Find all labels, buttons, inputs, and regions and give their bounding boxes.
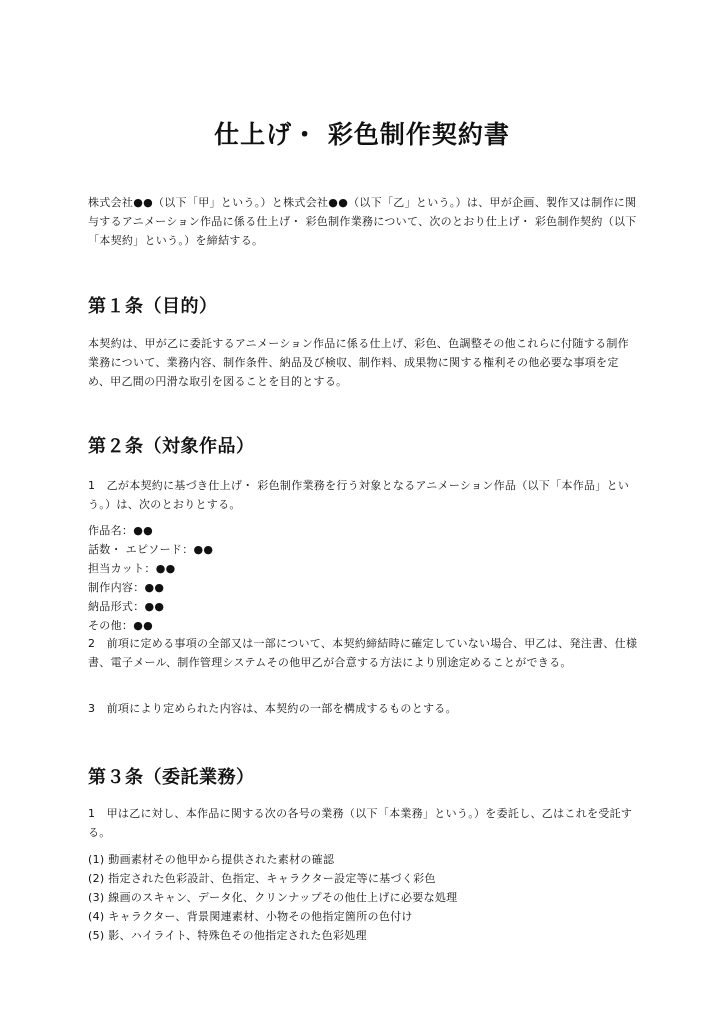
article-2-clause-1-text: 1 乙が本契約に基づき仕上げ・ 彩色制作業務を行う対象となるアニメーション作品（以下「本作品」という。）は、次のとおりとする。 xyxy=(88,479,630,511)
article-2-clause-3-text: 3 前項により定められた内容は、本契約の一部を構成するものとする。 xyxy=(88,702,457,715)
list-item: その他：●● xyxy=(88,619,153,632)
document-title: 仕上げ・ 彩色制作契約書 xyxy=(214,120,510,149)
list-item: (5) 影、ハイライト、特殊色その他指定された色彩処理 xyxy=(88,929,367,942)
list-item: (2) 指定された色彩設計、色指定、キャラクター設定等に基づく彩色 xyxy=(88,872,436,885)
list-item: 担当カット：●● xyxy=(88,562,176,575)
article-2-clause-2 xyxy=(88,634,640,672)
article-2-clause-3 xyxy=(88,699,640,718)
article-2-heading: 第２条（対象作品） xyxy=(88,436,255,457)
list-item: 作品名：●● xyxy=(88,524,153,537)
article-2-clause-1 xyxy=(88,476,640,514)
article-1-body xyxy=(88,334,640,391)
article-3-clause-1-text: 1 甲は乙に対し、本作品に関する次の各号の業務（以下「本業務」という。）を委託し、乙はこれを受託する。 xyxy=(88,807,633,839)
intro-paragraph xyxy=(88,193,640,250)
article-3-clause-1 xyxy=(88,804,640,842)
article-2-item-list xyxy=(88,521,640,635)
intro-text: 株式会社●●（以下「甲」という。）と株式会社●●（以下「乙」という。）は、甲が企画、製作又は制作に関与するアニメーション作品に係る仕上げ・ 彩色制作業務について、次のとおり仕上げ・ 彩色制作契約（以下「本契約」という。）を締結する。 xyxy=(88,196,637,247)
article-1-heading: 第１条（目的） xyxy=(88,296,218,317)
list-item: (1) 動画素材その他甲から提供された素材の確認 xyxy=(88,853,335,866)
list-item: (3) 線画のスキャン、データ化、クリンナップその他仕上げに必要な処理 xyxy=(88,891,458,904)
list-item: 話数・ エピソード：●● xyxy=(88,543,214,556)
list-item: 納品形式：●● xyxy=(88,600,165,613)
article-3-item-list xyxy=(88,850,640,945)
list-item: 制作内容：●● xyxy=(88,581,165,594)
article-3-heading: 第３条（委託業務） xyxy=(88,767,255,788)
article-1-text: 本契約は、甲が乙に委託するアニメーション作品に係る仕上げ、彩色、色調整その他これらに付随する制作業務について、業務内容、制作条件、納品及び検収、制作料、成果物に関する権利その他必要な事項を定め、甲乙間の円滑な取引を図ることを目的とする。 xyxy=(88,337,629,388)
article-2-clause-2-text: 2 前項に定める事項の全部又は一部について、本契約締結時に確定していない場合、甲乙は、発注書、仕様書、電子メール、制作管理システムその他甲乙が合意する方法により別途定めることができる。 xyxy=(88,637,638,669)
list-item: (4) キャラクター、背景関連素材、小物その他指定箇所の色付け xyxy=(88,910,413,923)
